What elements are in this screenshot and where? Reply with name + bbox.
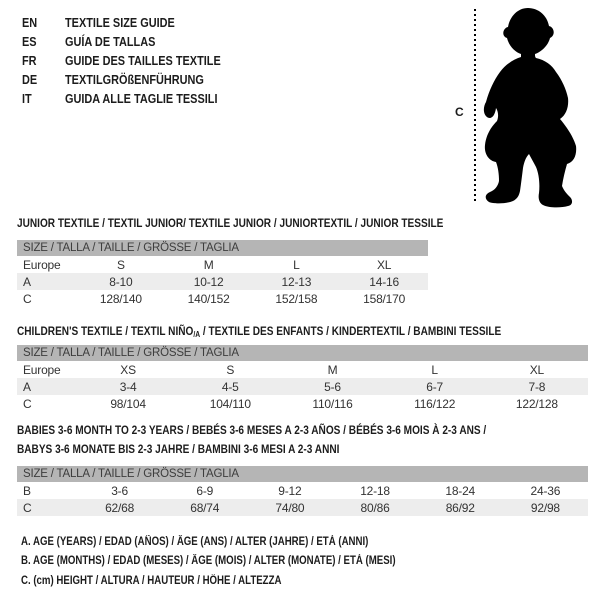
language-row: [22, 32, 250, 51]
footnote-c: C. (cm) HEIGHT / ALTURA / HAUTEUR / HÖHE / ALTEZZA: [21, 574, 282, 587]
value-cell: 4-5: [221, 379, 239, 394]
babies-table: [17, 466, 588, 516]
table-row: [17, 395, 588, 412]
row-label: C: [23, 291, 32, 306]
language-label: TEXTILE SIZE GUIDE: [65, 15, 175, 30]
language-code: IT: [22, 91, 32, 106]
value-cell: 5-6: [324, 379, 341, 394]
value-cell: 8-10: [109, 274, 133, 289]
row-label: B: [23, 483, 31, 498]
language-row: [22, 89, 250, 108]
value-cell: 14-16: [369, 274, 399, 289]
language-code: DE: [22, 72, 38, 87]
language-label: TEXTILGRÖßENFÜHRUNG: [65, 72, 204, 87]
region-label: Europe: [23, 362, 61, 377]
table-row: [17, 499, 588, 516]
footnote-a: A. AGE (YEARS) / EDAD (AÑOS) / ÂGE (ANS) / ALTER (JAHRE) / ETÀ (ANNI): [21, 536, 369, 548]
footnotes: [21, 536, 467, 594]
value-cell: 110/116: [312, 396, 353, 411]
value-cell: 86/92: [445, 500, 475, 515]
size-cell: L: [293, 257, 300, 272]
size-cell: M: [327, 362, 338, 377]
junior-table: [17, 240, 428, 307]
size-cell: XL: [376, 257, 392, 272]
language-row: [22, 51, 250, 70]
children-table: [17, 345, 588, 412]
babies-section-title: BABIES 3-6 MONTH TO 2-3 YEARS / BEBÉS 3-6 MESES A 2-3 AÑOS / BÉBÉS 3-6 MOIS À 2-3 ANS / BABYS 3-6 MONATE BIS 2-3 JAHRE / BAMBINI 3-6 MESI A 2-3 ANNI: [17, 423, 487, 456]
junior-section-title: JUNIOR TEXTILE / TEXTIL JUNIOR/ TEXTILE JUNIOR / JUNIORTEXTIL / JUNIOR TESSILE: [17, 216, 444, 230]
language-list: [22, 13, 250, 108]
size-header: SIZE / TALLA / TAILLE / GRÖSSE / TAGLIA: [17, 466, 588, 482]
size-header-row: [17, 466, 588, 482]
value-cell: 122/128: [515, 396, 558, 411]
table-row: [17, 256, 428, 273]
table-row: [17, 290, 428, 307]
size-cell: XS: [120, 362, 136, 377]
height-measure-label: C: [455, 105, 464, 119]
size-cell: XL: [529, 362, 545, 377]
size-header: SIZE / TALLA / TAILLE / GRÖSSE / TAGLIA: [17, 345, 588, 361]
value-cell: 140/152: [187, 291, 230, 306]
value-cell: 74/80: [275, 500, 305, 515]
size-cell: L: [431, 362, 438, 377]
language-row: [22, 13, 250, 32]
value-cell: 3-6: [111, 483, 128, 498]
language-code: ES: [22, 34, 37, 49]
table-row: [17, 482, 588, 499]
language-code: EN: [22, 15, 38, 30]
size-cell: M: [203, 257, 214, 272]
value-cell: 3-4: [119, 379, 137, 394]
children-section-title: CHILDREN'S TEXTILE / TEXTIL $NIÑO_{/A}$ / TEXTILE DES ENFANTS / KINDERTEXTIL / BAMBINI TESSILE: [17, 324, 502, 339]
value-cell: 80/86: [360, 500, 390, 515]
value-cell: 9-12: [278, 483, 302, 498]
row-label: C: [23, 500, 32, 515]
value-cell: 10-12: [193, 274, 224, 289]
region-label: Europe: [23, 257, 61, 272]
height-measure-dotted-line: [474, 9, 476, 204]
row-label: A: [23, 379, 31, 394]
language-code: FR: [22, 53, 37, 68]
table-row: [17, 273, 428, 290]
language-label: GUÍA DE TALLAS: [65, 34, 156, 49]
size-cell: S: [226, 362, 235, 377]
size-cell: S: [116, 257, 125, 272]
size-header: SIZE / TALLA / TAILLE / GRÖSSE / TAGLIA: [17, 240, 428, 256]
subscript: /A: [193, 330, 201, 339]
value-cell: 158/170: [363, 291, 406, 306]
table-row: [17, 361, 588, 378]
table-row: [17, 378, 588, 395]
value-cell: 104/110: [209, 396, 251, 411]
value-cell: 152/158: [275, 291, 318, 306]
value-cell: 18-24: [445, 483, 476, 498]
value-cell: 116/122: [414, 396, 456, 411]
language-row: [22, 70, 250, 89]
size-header-row: [17, 240, 428, 256]
footnote-b: B. AGE (MONTHS) / EDAD (MESES) / ÂGE (MOIS) / ALTER (MONATE) / ETÀ (MESI): [21, 555, 396, 568]
value-cell: 12-18: [360, 483, 390, 498]
value-cell: 24-36: [530, 483, 561, 498]
row-label: A: [23, 274, 31, 289]
value-cell: 12-13: [281, 274, 312, 289]
value-cell: 62/68: [105, 500, 135, 515]
row-label: C: [23, 396, 32, 411]
value-cell: 68/74: [190, 500, 220, 515]
language-label: GUIDE DES TAILLES TEXTILE: [65, 53, 221, 68]
value-cell: 92/98: [530, 500, 560, 515]
baby-silhouette-icon: [479, 6, 585, 211]
size-header-row: [17, 345, 588, 361]
language-label: GUIDA ALLE TAGLIE TESSILI: [65, 91, 218, 106]
value-cell: 6-7: [426, 379, 444, 394]
value-cell: 7-8: [528, 379, 546, 394]
value-cell: 6-9: [196, 483, 214, 498]
value-cell: 128/140: [99, 291, 142, 306]
value-cell: 98/104: [110, 396, 146, 411]
